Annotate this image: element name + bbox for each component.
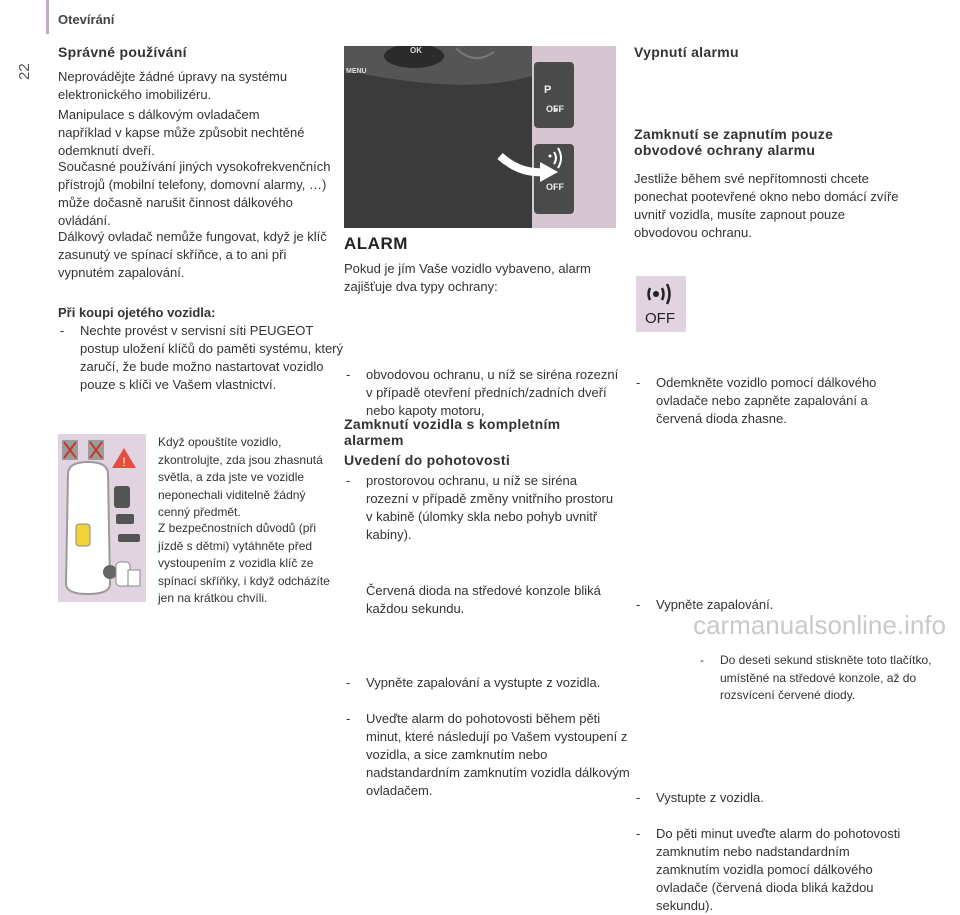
section-title: Otevírání bbox=[58, 12, 115, 27]
page-number: 22 bbox=[16, 63, 33, 80]
activation-step-2: - Uveďte alarm do pohotovosti během pěti minut, které následují po Vašem vystoupení z vozidla, a sice zamknutím nebo nadstandardním zamknutím vozidla dálkovým ovladačem. bbox=[344, 710, 630, 800]
alarm-volumetric-item: - prostorovou ochranu, u níž se siréna rozezní v případě změny vnitřního prostoru v kabině (úlomky skla nebo pohyb uvnitř kabiny). bbox=[344, 472, 620, 544]
full-alarm-lock-title: Zamknutí vozidla s kompletním alarmem bbox=[344, 416, 561, 448]
correct-use-title: Správné používání bbox=[58, 44, 187, 60]
para-remote-handling: Manipulace s dálkovým ovladačem například v kapse může způsobit nechtěné odemknutí dveří. bbox=[58, 107, 305, 158]
para-immobilizer: Neprovádějte žádné úpravy na systému elektronického imobilizéru. bbox=[58, 69, 288, 102]
off-label-bottom: OFF bbox=[546, 182, 564, 192]
alarm-perimeter-item: - obvodovou ochranu, u níž se siréna rozezní v případě otevření předních/zadních dveří nebo kapoty motoru, bbox=[344, 366, 620, 420]
activation-step-1: - Vypněte zapalování a vystupte z vozidla. bbox=[344, 674, 646, 692]
para-key-ignition: Dálkový ovladač nemůže fungovat, když je klíč zasunutý ve spínací skříňce, a to ani při vypnutém zapalování. bbox=[58, 229, 327, 280]
alarm-off-button-icon bbox=[636, 276, 686, 332]
console-photo bbox=[344, 46, 616, 228]
step-ignition-off: - Vypněte zapalování. bbox=[634, 596, 906, 614]
ok-label: OK bbox=[410, 46, 422, 55]
off-label-top: OFF bbox=[546, 104, 564, 114]
para-interference: Současné používání jiných vysokofrekvenčních přístrojů (mobilní telefony, domovní alarmy, …) může dočasně narušit činnost dálkového ovládání. bbox=[58, 159, 331, 228]
svg-text:!: ! bbox=[122, 455, 126, 469]
activation-title: Uvedení do pohotovosti bbox=[344, 452, 511, 468]
perimeter-only-title: Zamknutí se zapnutím pouze obvodové ochrany alarmu bbox=[634, 126, 834, 158]
perimeter-only-para: Jestliže během své nepřítomnosti chcete ponechat pootevřené okno nebo domácí zvíře uvnitř vozidla, musíte zapnout pouze obvodovou ochranu. bbox=[634, 171, 899, 240]
note-leaving-vehicle: Když opouštíte vozidlo, zkontrolujte, zda jsou zhasnutá světla, a zda jste ve vozidle neponechali viditelně žádný cenný předmět. bbox=[158, 435, 323, 519]
alarm-off-icon-label: OFF bbox=[645, 310, 675, 327]
step-arm-alarm: - Do pěti minut uveďte alarm do pohotovosti zamknutím nebo nadstandardním zamknutím vozidla pomocí dálkového ovladače (červená dioda bliká každou sekundu). bbox=[634, 825, 916, 915]
step-press-button: - Do deseti sekund stiskněte toto tlačítko, umístěné na středové konzole, až do rozsvícení červené diody. bbox=[698, 652, 932, 705]
car-warning-illustration bbox=[58, 434, 146, 602]
alarm-title: ALARM bbox=[344, 234, 408, 253]
disarm-title: Vypnutí alarmu bbox=[634, 44, 739, 60]
step-exit-vehicle: - Vystupte z vozidla. bbox=[634, 789, 906, 807]
alarm-intro: Pokud je jím Vaše vozidlo vybaveno, alarm zajišťuje dva typy ochrany: bbox=[344, 261, 591, 294]
watermark: carmanualsonline.info bbox=[693, 610, 946, 640]
note-safety-key: Z bezpečnostních důvodů (při jízdě s dětmi) vytáhněte před vystoupením z vozidla klíč ze spínací skříňky, i když odcházíte jen na krátkou chvíli. bbox=[158, 521, 330, 605]
header-bar bbox=[46, 0, 49, 34]
parking-p-label: P bbox=[544, 84, 552, 96]
led-blinking-note: Červená dioda na středové konzole bliká každou sekundu. bbox=[366, 583, 601, 616]
menu-label: MENU bbox=[346, 68, 367, 75]
used-vehicle-title: Při koupi ojetého vozidla: bbox=[58, 305, 216, 320]
disarm-item: - Odemkněte vozidlo pomocí dálkového ovladače nebo zapněte zapalování a červená dioda zhasne. bbox=[634, 374, 906, 428]
used-vehicle-item: - Nechte provést v servisní síti PEUGEOT postup uložení klíčů do paměti systému, který zaručí, že bude možno nastartovat vozidlo pouze s klíči ve Vašem vlastnictví. bbox=[58, 322, 352, 394]
